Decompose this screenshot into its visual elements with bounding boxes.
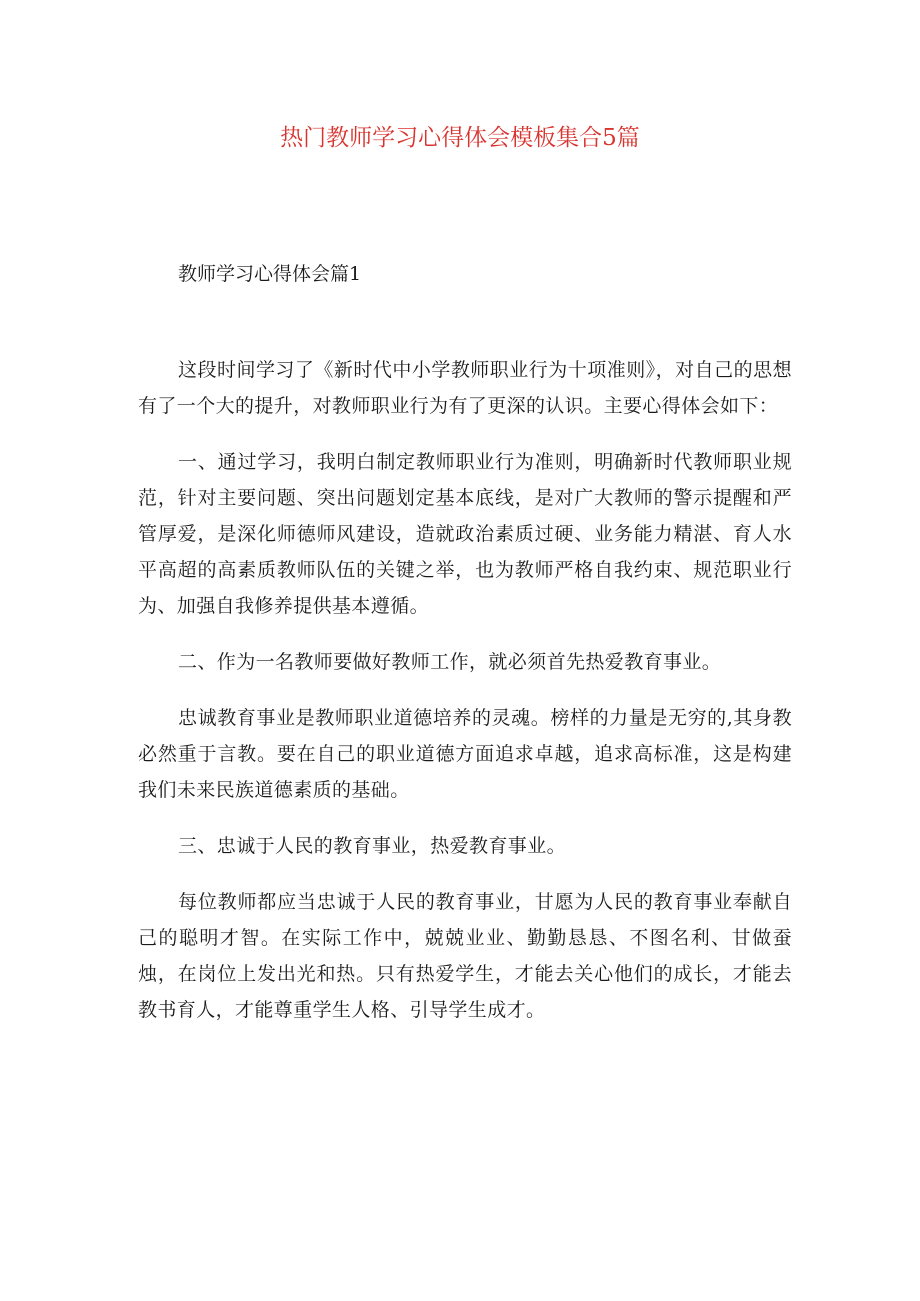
paragraph-intro: 这段时间学习了《新时代中小学教师职业行为十项准则》，对自己的思想有了一个大的提升，对教师职业行为有了更深的认识。主要心得体会如下： <box>138 359 792 417</box>
paragraph-point-three: 三、忠诚于人民的教育事业，热爱教育事业。 <box>178 835 567 857</box>
document-title: 热门教师学习心得体会模板集合5篇 <box>280 125 640 151</box>
section-heading: 教师学习心得体会篇1 <box>178 263 362 285</box>
paragraph-point-two: 二、作为一名教师要做好教师工作，就必须首先热爱教育事业。 <box>178 651 722 673</box>
paragraph-loyalty: 忠诚教育事业是教师职业道德培养的灵魂。榜样的力量是无穷的,其身教必然重于言教。要在自己的职业道德方面追求卓越，追求高标准，这是构建我们未来民族道德素质的基础。 <box>138 707 792 801</box>
paragraph-dedication: 每位教师都应当忠诚于人民的教育事业，甘愿为人民的教育事业奉献自己的聪明才智。在实际工作中，兢兢业业、勤勤恳恳、不图名利、甘做蚕烛，在岗位上发出光和热。只有热爱学生，才能去关心他们的成长，才能去教书育人，才能尊重学生人格、引导学生成才。 <box>138 891 792 1021</box>
document-body <box>138 352 792 1048</box>
paragraph-point-one: 一、通过学习，我明白制定教师职业行为准则，明确新时代教师职业规范，针对主要问题、突出问题划定基本底线，是对广大教师的警示提醒和严管厚爱，是深化师德师风建设，造就政治素质过硬、业务能力精湛、育人水平高超的高素质教师队伍的关键之举，也为教师严格自我约束、规范职业行为、加强自我修养提供基本遵循。 <box>138 451 792 617</box>
